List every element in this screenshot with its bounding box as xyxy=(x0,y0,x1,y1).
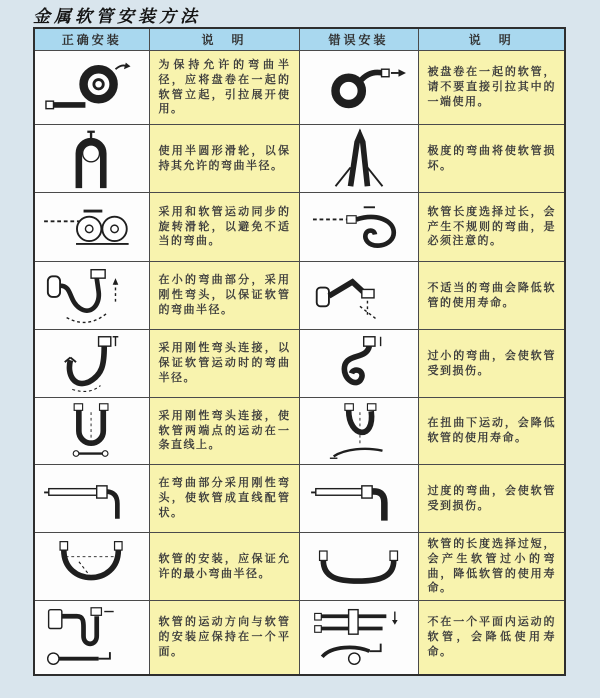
table-row xyxy=(34,465,565,533)
straight-piping-with-elbow-icon xyxy=(35,465,149,532)
too-short-hose-icon xyxy=(300,533,418,600)
wrong-description: 不在一个平面内运动的软管，会降低使用寿命。 xyxy=(427,616,556,658)
correct-description: 采用刚性弯头连接，以保证软管运动时的弯曲半径。 xyxy=(158,342,291,384)
minimum-bend-radius-icon xyxy=(35,533,149,600)
header-wrong-description: 说 明 xyxy=(418,28,565,51)
correct-description: 采用和软管运动同步的旋转滑轮，以避免不适当的弯曲。 xyxy=(158,205,291,248)
table-row xyxy=(34,262,565,330)
table-row xyxy=(34,125,565,193)
rigid-elbow-connection-icon xyxy=(35,330,149,397)
wrong-description: 软管的长度选择过短，会产生软管过小的弯曲，降低软管的使用寿命。 xyxy=(427,538,556,595)
rigid-elbow-small-bend-icon xyxy=(35,262,149,329)
overlong-hose-irregular-bend-icon xyxy=(300,193,418,261)
table-row xyxy=(34,398,565,465)
hose-coil-upright-icon xyxy=(35,51,149,124)
header-row xyxy=(34,28,565,51)
header-wrong-install: 错误安装 xyxy=(299,28,418,51)
wrong-description: 不适当的弯曲会降低软管的使用寿命。 xyxy=(427,281,556,309)
table-row xyxy=(34,601,565,675)
header-correct-description: 说 明 xyxy=(149,28,299,51)
wrong-description: 过小的弯曲，会使软管受到损伤。 xyxy=(427,349,556,377)
synchronized-rotating-pulley-icon xyxy=(35,193,149,261)
correct-description: 软管的运动方向与软管的安装应保持在一个平面。 xyxy=(158,616,291,658)
table-row xyxy=(34,533,565,601)
table-row xyxy=(34,330,565,398)
extreme-bend-icon xyxy=(300,125,418,192)
too-small-bend-icon xyxy=(300,330,418,397)
same-plane-motion-icon xyxy=(35,601,149,674)
improper-bend-icon xyxy=(300,262,418,329)
correct-description: 软管的安装，应保证允许的最小弯曲半径。 xyxy=(158,552,291,580)
page-title: 金属软管安装方法 xyxy=(33,7,201,27)
twisted-motion-u-hose-icon xyxy=(300,398,418,464)
wrong-description: 软管长度选择过长，会产生不规则的弯曲，是必须注意的。 xyxy=(427,205,556,248)
correct-description: 在弯曲部分采用刚性弯头，使软管成直线配管状。 xyxy=(158,477,291,519)
header-correct-install: 正确安装 xyxy=(34,28,149,51)
aligned-endpoints-u-hose-icon xyxy=(35,398,149,464)
installation-table xyxy=(33,27,566,676)
semicircular-pulley-icon xyxy=(35,125,149,192)
excessive-bend-icon xyxy=(300,465,418,532)
correct-description: 为保持允许的弯曲半径，应将盘卷在一起的软管立起，引拉展开使用。 xyxy=(158,59,291,116)
wrong-description: 被盘卷在一起的软管，请不要直接引拉其中的一端使用。 xyxy=(427,66,556,108)
table-row xyxy=(34,193,565,262)
wrong-description: 极度的弯曲将使软管损坏。 xyxy=(427,144,556,172)
hose-coil-pulled-icon xyxy=(300,51,418,124)
correct-description: 采用刚性弯头连接，使软管两端点的运动在一条直线上。 xyxy=(158,409,291,452)
out-of-plane-motion-icon xyxy=(300,601,418,674)
wrong-description: 在扭曲下运动，会降低软管的使用寿命。 xyxy=(427,417,556,444)
correct-description: 在小的弯曲部分，采用刚性弯头，以保证软管的弯曲半径。 xyxy=(158,274,291,316)
table-row xyxy=(34,51,565,125)
correct-description: 使用半圆形滑轮，以保持其允许的弯曲半径。 xyxy=(158,144,291,172)
wrong-description: 过度的弯曲，会使软管受到损伤。 xyxy=(427,484,556,512)
